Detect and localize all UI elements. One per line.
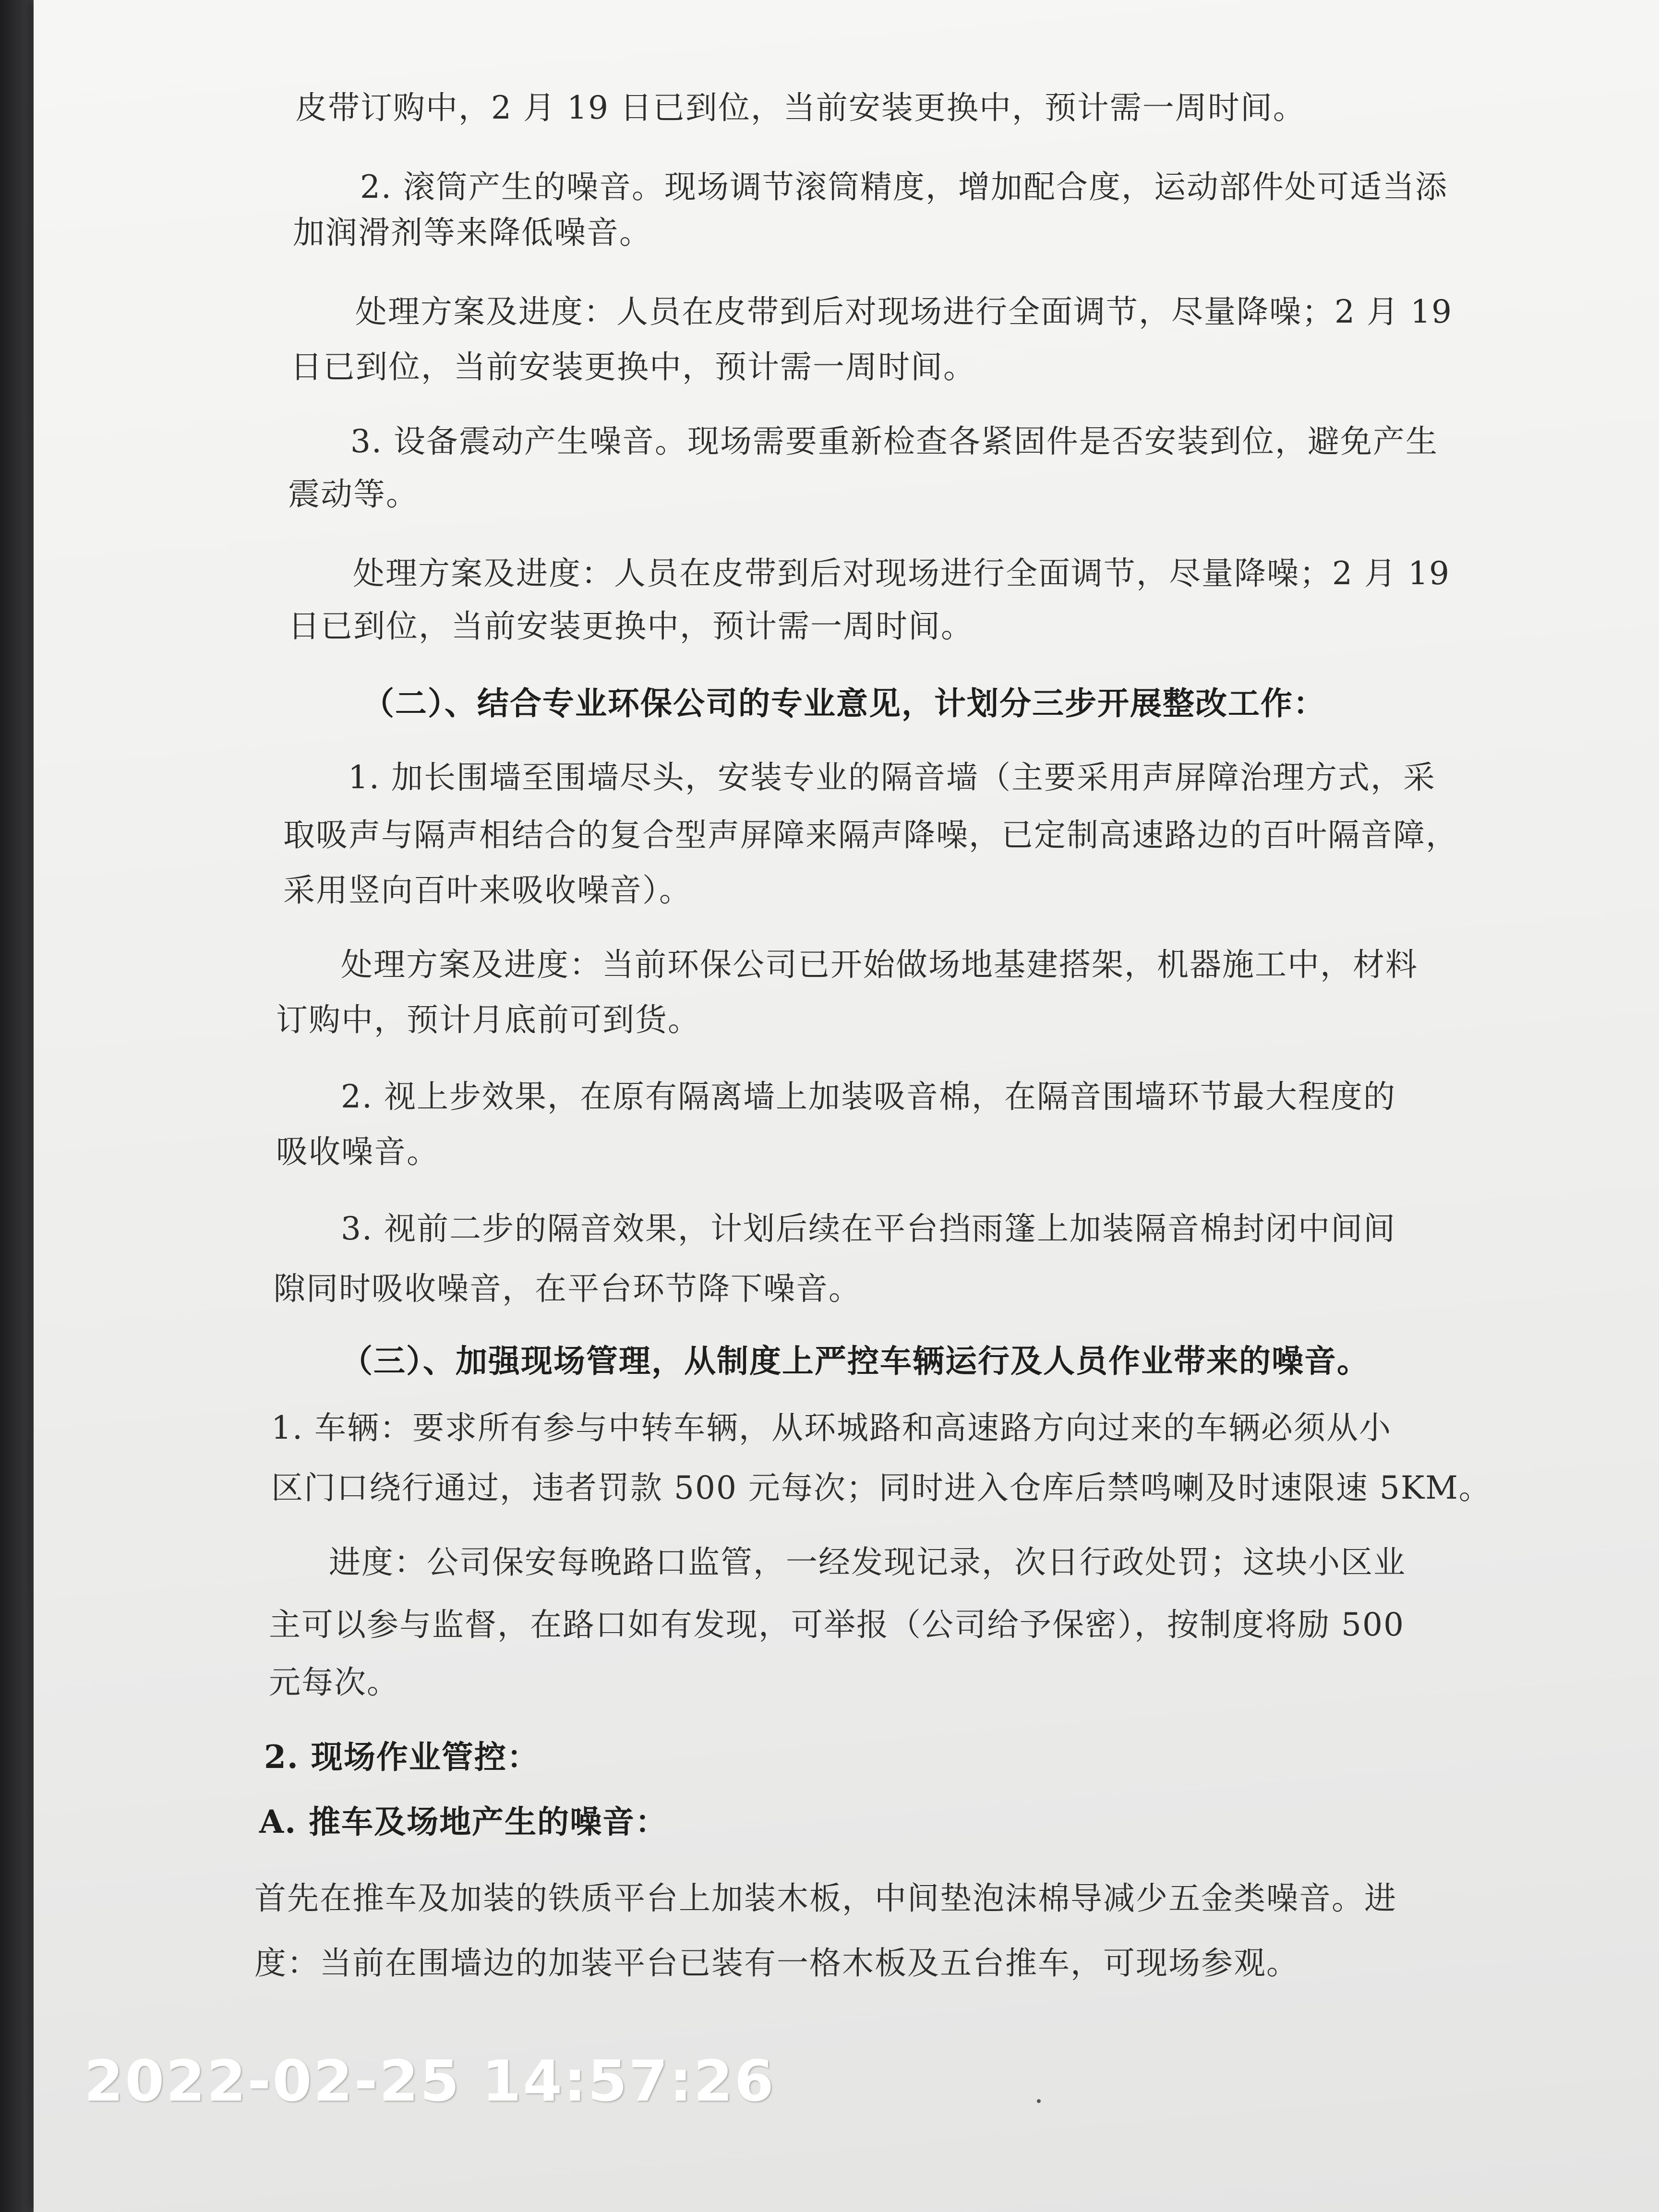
- photo-timestamp: 2022-02-25 14:57:26: [84, 2048, 775, 2114]
- text-line: 1. 车辆：要求所有参与中转车辆，从环城路和高速路方向过来的车辆必须从小: [271, 1409, 1392, 1446]
- text-line: 日已到位，当前安装更换中，预计需一周时间。: [288, 608, 974, 645]
- text-line: 2. 视上步效果，在原有隔离墙上加装吸音棉，在隔音围墙环节最大程度的: [341, 1078, 1396, 1115]
- text-line: 进度：公司保安每晚路口监管，一经发现记录，次日行政处罚；这块小区业: [329, 1544, 1406, 1581]
- subheading: A. 推车及场地产生的噪音：: [259, 1803, 668, 1840]
- text-line: 皮带订购中，2 月 19 日已到位，当前安装更换中，预计需一周时间。: [295, 89, 1306, 126]
- text-line: 采用竖向百叶来吸收噪音）。: [283, 872, 692, 909]
- text-line: 日已到位，当前安装更换中，预计需一周时间。: [290, 349, 976, 385]
- text-line: 震动等。: [288, 476, 419, 513]
- text-line: 元每次。: [269, 1664, 399, 1701]
- text-line: 处理方案及进度：人员在皮带到后对现场进行全面调节，尽量降噪；2 月 19: [355, 293, 1453, 330]
- section-heading-3: （三）、加强现场管理，从制度上严控车辆运行及人员作业带来的噪音。: [341, 1342, 1370, 1380]
- paper-speck: [1037, 2099, 1041, 2103]
- text-line: 订购中，预计月底前可到货。: [276, 1001, 700, 1038]
- text-line: 主可以参与监督，在路口如有发现，可举报（公司给予保密），按制度将励 500: [269, 1606, 1405, 1643]
- section-heading-2: （二）、结合专业环保公司的专业意见，计划分三步开展整改工作：: [362, 685, 1326, 722]
- text-line: 区门口绕行通过，违者罚款 500 元每次；同时进入仓库后禁鸣喇及时速限速 5KM。: [271, 1469, 1491, 1506]
- document-page: [34, 0, 1659, 2212]
- subheading: 2. 现场作业管控：: [264, 1738, 540, 1776]
- text-line: 隙同时吸收噪音，在平台环节降下噪音。: [274, 1270, 861, 1307]
- text-line: 度：当前在围墙边的加装平台已装有一格木板及五台推车，可现场参观。: [254, 1945, 1299, 1982]
- text-line: 取吸声与隔声相结合的复合型声屏障来隔声降噪，已定制高速路边的百叶隔音障，: [283, 817, 1458, 854]
- text-line: 2. 滚筒产生的噪音。现场调节滚筒精度，增加配合度，运动部件处可适当添: [360, 168, 1448, 205]
- text-line: 加润滑剂等来降低噪音。: [293, 214, 652, 251]
- text-line: 处理方案及进度：人员在皮带到后对现场进行全面调节，尽量降噪；2 月 19: [353, 555, 1450, 592]
- text-line: 3. 设备震动产生噪音。现场需要重新检查各紧固件是否安装到位，避免产生: [350, 423, 1438, 460]
- text-line: 吸收噪音。: [276, 1133, 439, 1170]
- text-line: 首先在推车及加装的铁质平台上加装木板，中间垫泡沫棉导减少五金类噪音。进: [254, 1880, 1397, 1917]
- text-line: 处理方案及进度：当前环保公司已开始做场地基建搭架，机器施工中，材料: [341, 946, 1418, 983]
- text-line: 1. 加长围墙至围墙尽头，安装专业的隔音墙（主要采用声屏障治理方式，采: [348, 759, 1436, 796]
- document-text: [34, 0, 1659, 2212]
- text-line: 3. 视前二步的隔音效果，计划后续在平台挡雨篷上加装隔音棉封闭中间间: [341, 1210, 1396, 1247]
